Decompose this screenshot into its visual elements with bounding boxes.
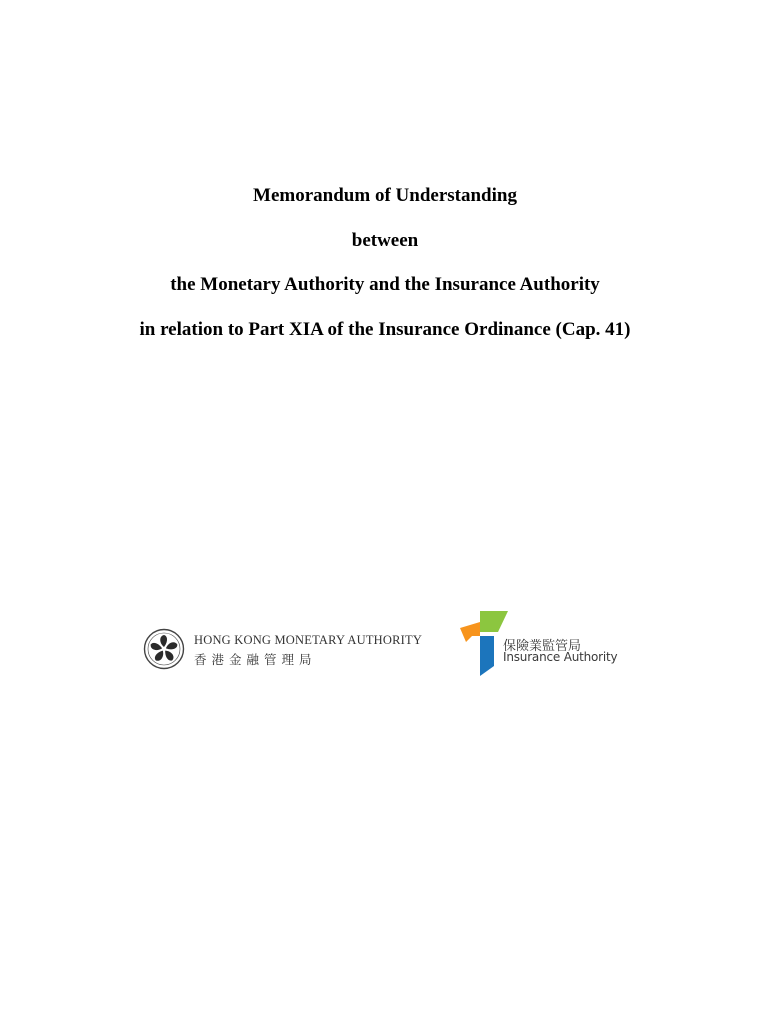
title-line-parties: the Monetary Authority and the Insurance Authority bbox=[170, 274, 600, 295]
title-line-between: between bbox=[351, 230, 419, 251]
ia-logo bbox=[458, 610, 618, 680]
hkma-name-english: HONG KONG MONETARY AUTHORITY bbox=[194, 633, 423, 647]
bauhinia-emblem-icon bbox=[143, 628, 185, 670]
title-line-memorandum: Memorandum of Understanding bbox=[253, 185, 517, 206]
ia-name-chinese: 保險業監管局 bbox=[503, 639, 582, 654]
hkma-name-chinese: 香港金融管理局 bbox=[194, 652, 317, 667]
ia-name-english: Insurance Authority bbox=[503, 650, 618, 664]
title-line-subject: in relation to Part XIA of the Insurance Ordinance (Cap. 41) bbox=[139, 319, 631, 340]
hkma-logo bbox=[143, 628, 428, 672]
